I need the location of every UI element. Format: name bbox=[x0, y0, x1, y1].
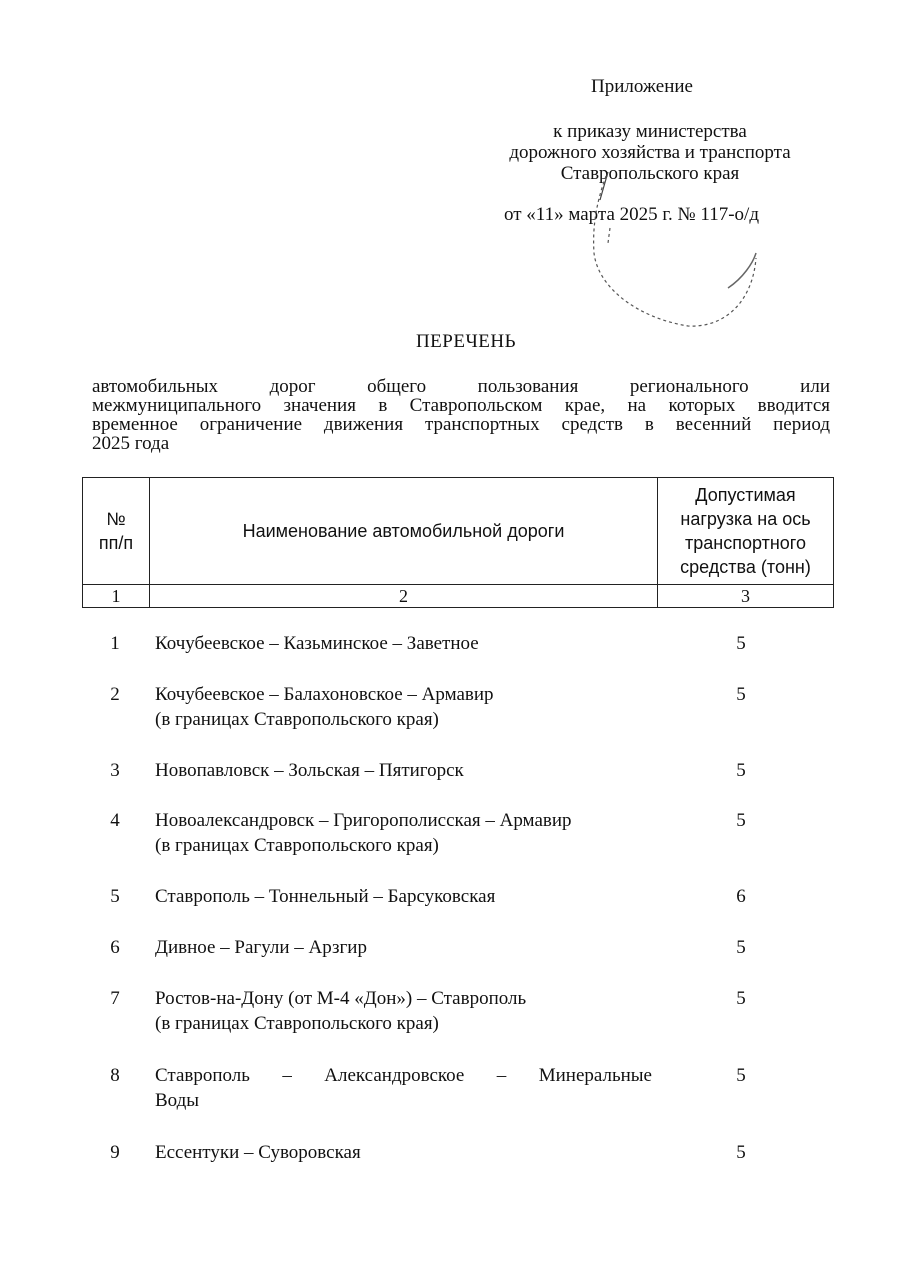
axle-load: 6 bbox=[736, 886, 746, 907]
subtitle-line: межмуниципального значения в Ставропольском крае, на которых вводится bbox=[92, 395, 830, 416]
row-number: 1 bbox=[110, 633, 120, 654]
row-number: 4 bbox=[110, 810, 120, 831]
axle-load: 5 bbox=[736, 810, 746, 831]
order-line: Ставропольского края bbox=[560, 163, 740, 184]
axle-load: 5 bbox=[736, 988, 746, 1009]
road-name: Новоалександровск – Григорополисская – Армавир (в границах Ставропольского края) bbox=[155, 810, 572, 856]
column-header-number: № пп/п bbox=[83, 478, 150, 585]
axle-load: 5 bbox=[736, 633, 746, 654]
axle-load: 5 bbox=[736, 937, 746, 958]
row-number: 7 bbox=[110, 988, 120, 1009]
road-name: Ставрополь – Александровское – Минеральные Воды bbox=[155, 1065, 652, 1111]
table-header bbox=[82, 477, 834, 608]
document-subtitle bbox=[92, 377, 830, 453]
order-date: от «11» марта 2025 г. № 117-о/д bbox=[504, 204, 759, 225]
row-number: 3 bbox=[110, 760, 120, 781]
header-row bbox=[83, 478, 834, 585]
column-index: 1 bbox=[83, 585, 150, 608]
column-index: 2 bbox=[150, 585, 658, 608]
column-index-row bbox=[83, 585, 834, 608]
road-name: Дивное – Рагули – Арзгир bbox=[155, 937, 367, 958]
axle-load: 5 bbox=[736, 1142, 746, 1163]
road-name: Кочубеевское – Казьминское – Заветное bbox=[155, 633, 479, 654]
axle-load: 5 bbox=[736, 760, 746, 781]
column-header-name: Наименование автомобильной дороги bbox=[150, 478, 658, 585]
subtitle-line: 2025 года bbox=[92, 433, 170, 454]
road-name: Кочубеевское – Балахоновское – Армавир (в границах Ставропольского края) bbox=[155, 684, 494, 730]
road-name: Ессентуки – Суворовская bbox=[155, 1142, 361, 1163]
row-number: 5 bbox=[110, 886, 120, 907]
road-name: Новопавловск – Зольская – Пятигорск bbox=[155, 760, 464, 781]
road-name: Ставрополь – Тоннельный – Барсуковская bbox=[155, 886, 496, 907]
row-number: 8 bbox=[110, 1065, 120, 1086]
column-header-load: Допустимая нагрузка на ось транспортного средства (тонн) bbox=[658, 478, 834, 585]
axle-load: 5 bbox=[736, 684, 746, 705]
row-number: 9 bbox=[110, 1142, 120, 1163]
document-title: ПЕРЕЧЕНЬ bbox=[415, 331, 517, 352]
row-number: 2 bbox=[110, 684, 120, 705]
column-index: 3 bbox=[658, 585, 834, 608]
row-number: 6 bbox=[110, 937, 120, 958]
appendix-title: Приложение bbox=[591, 76, 693, 97]
subtitle-line: автомобильных дорог общего пользования регионального или bbox=[92, 376, 830, 397]
order-line: дорожного хозяйства и транспорта bbox=[509, 142, 791, 163]
subtitle-line: временное ограничение движения транспортных средств в весенний период bbox=[92, 414, 830, 435]
signature-stamp bbox=[578, 168, 778, 338]
road-name: Ростов-на-Дону (от М-4 «Дон») – Ставрополь (в границах Ставропольского края) bbox=[155, 988, 527, 1034]
order-line: к приказу министерства bbox=[553, 121, 747, 142]
axle-load: 5 bbox=[736, 1065, 746, 1086]
